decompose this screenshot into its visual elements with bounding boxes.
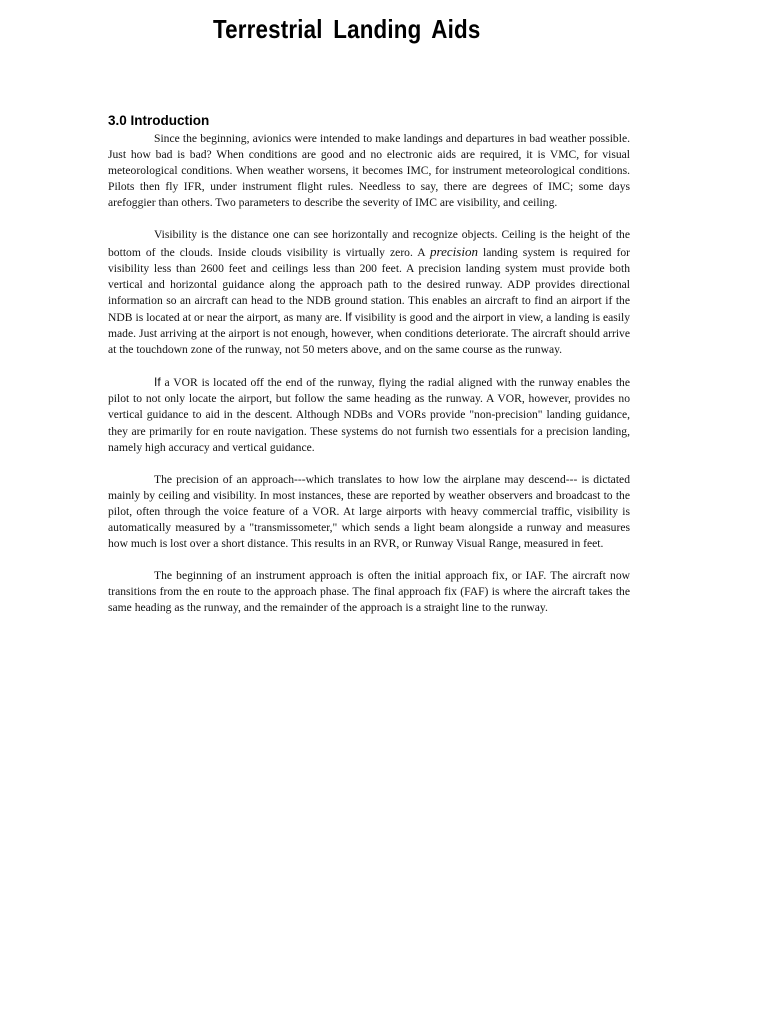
paragraph-5: The beginning of an instrument approach is often the initial approach fix, or IAF. The aircraft now transitions from the en route to the approach phase. The final approach fix (FAF) is where the aircraft takes the same heading as the runway, and the remainder of the approach is a straight line to the runway. bbox=[108, 569, 630, 615]
emphasis-precision: precision bbox=[430, 243, 478, 259]
if-word: If bbox=[154, 375, 161, 390]
paragraph-1: Since the beginning, avionics were intended to make landings and departures in bad weather possible. Just how bad is bad? When conditions are good and no electronic aids are required, it is VMC, for visual meteorological conditions. When weather worsens, it becomes IMC, for instrument meteorological conditions. Pilots then fly IFR, under instrument flight rules. Needless to say, there are degrees of IMC; some days arefoggier than others. Two parameters to describe the severity of IMC are visibility, and ceiling. bbox=[108, 132, 630, 210]
paragraph-2-part-3: visibility is good and the airport in view, a landing is easily made. Just arriving at the airport is not enough, however, when conditions deteriorate. The aircraft should arrive at the touchdown zone of the runway, not 50 meters above, and on the same course as the runway. bbox=[108, 310, 630, 357]
paragraph-2-part-2: landing system is required for visibility less than 2600 feet and ceilings less than 200 feet. A precision landing system must provide both vertical and horizontal guidance along the approach path to the desired runway. ADP provides directional information so an aircraft can head to the NDB ground station. This enables an aircraft to find an airport if the NDB is located at or near the airport, as many are. bbox=[108, 245, 630, 324]
document-title: Terrestrial Landing Aids bbox=[213, 14, 481, 44]
paragraph-2 bbox=[108, 227, 630, 358]
section-body bbox=[108, 131, 630, 616]
paragraph-3-part-1: a VOR is located off the end of the runway, flying the radial aligned with the runway enables the pilot to not only locate the airport, but follow the same heading as the runway. A VOR, however, provides no vertical guidance to aid in the descent. Although NDBs and VORs provide "non-precision" landing guidance, they are primarily for en route navigation. These systems do not furnish two essentials for a precision landing, namely high accuracy and vertical guidance. bbox=[108, 376, 630, 454]
if-word: If bbox=[345, 309, 352, 324]
paragraph-3 bbox=[108, 374, 630, 455]
section-heading: 3.0 Introduction bbox=[108, 113, 210, 128]
paragraph-2-part-1: Visibility is the distance one can see horizontally and recognize objects. Ceiling is the height of the bottom of the clouds. Inside clouds visibility is virtually zero. A bbox=[108, 228, 630, 259]
paragraph-4: The precision of an approach---which translates to how low the airplane may descend--- is dictated mainly by ceiling and visibility. In most instances, these are reported by weather observers and broadcast to the pilot, often through the voice feature of a VOR. At large airports with heavy commercial traffic, visibility is automatically measured by a "transmissometer," which sends a light beam alongside a runway and measures how much is lost over a short distance. This results in an RVR, or Runway Visual Range, measured in feet. bbox=[108, 472, 630, 551]
